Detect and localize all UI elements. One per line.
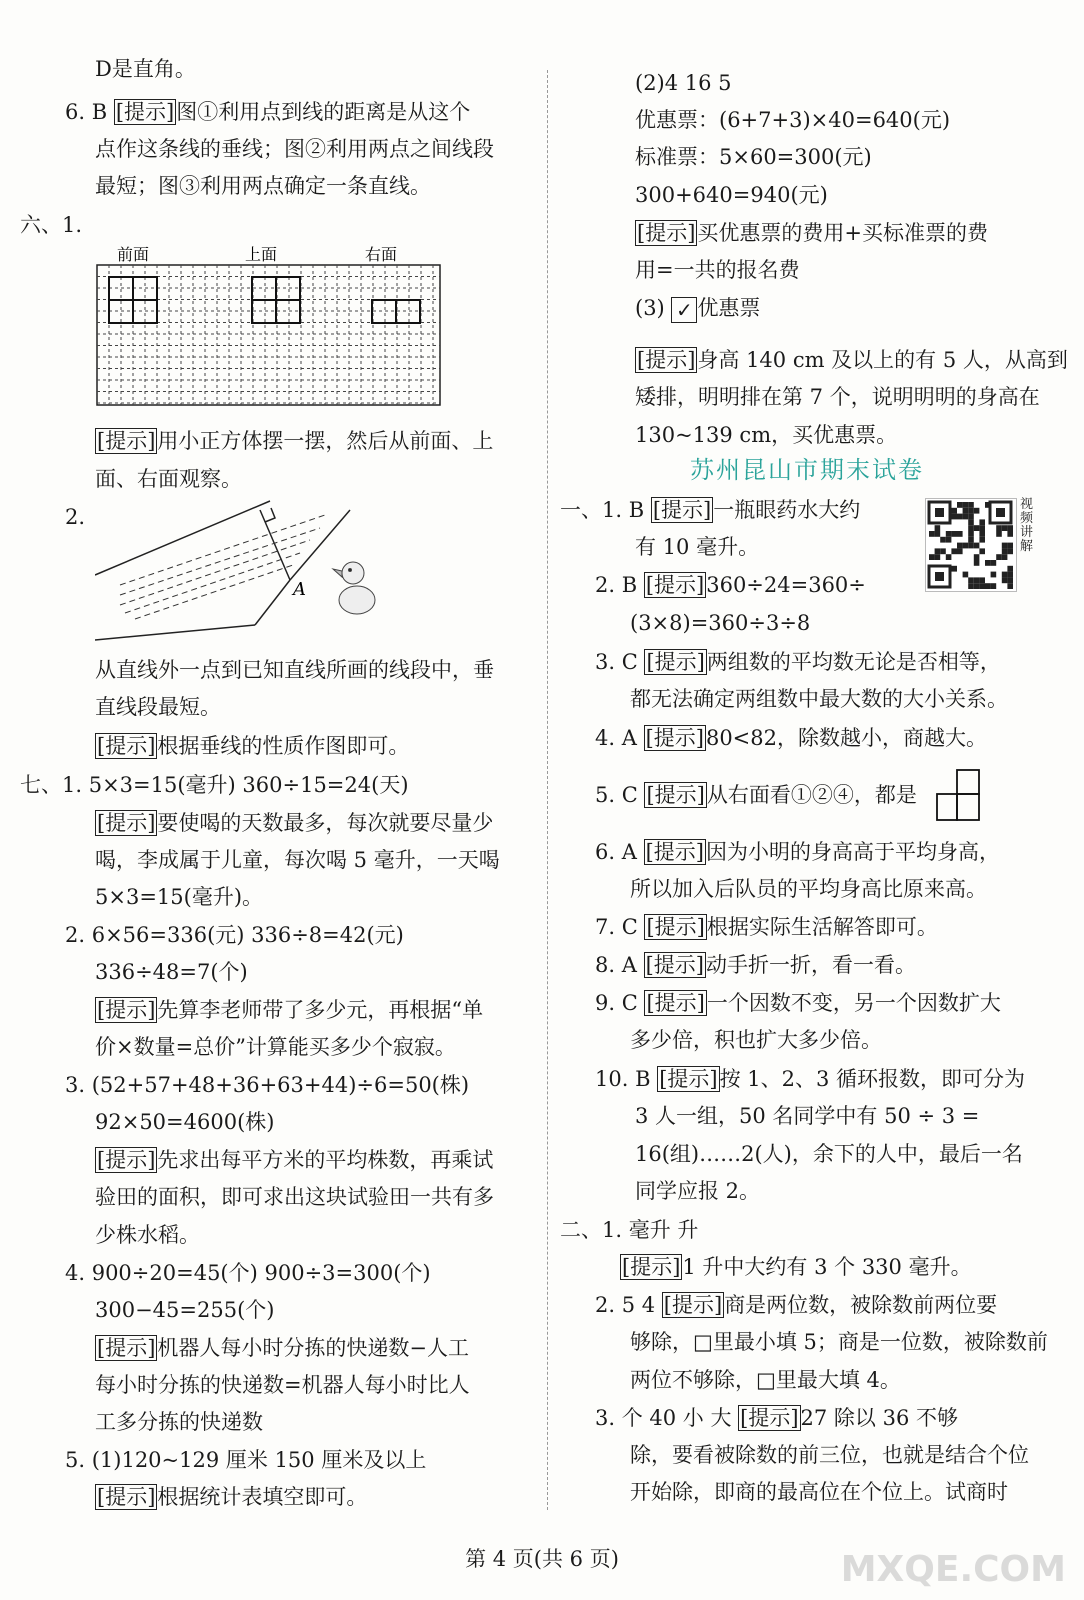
line-text: 一、1. B (560, 498, 651, 522)
line-text: 价×数量=总价”计算能买多少个寂寂。 (95, 1035, 456, 1059)
page-footer: 第 4 页(共 6 页) (465, 1547, 619, 1571)
view-label-top: 上面 (245, 245, 278, 264)
left-text-line (65, 95, 470, 129)
hint-text: 先求出每平方米的平均株数，再乘试 (157, 1148, 494, 1172)
left-text-line (95, 1105, 274, 1139)
hint-text: 80<82，除数越小，商越大。 (705, 726, 987, 750)
line-text: 2. B (595, 573, 644, 597)
hint-tag: [提示] (659, 1067, 718, 1091)
line-text: 除，要看被除数的前三位，也就是结合个位 (630, 1443, 1029, 1467)
hint-text: 因为小明的身高高于平均身高， (705, 840, 1000, 864)
hint-tag: [提示] (645, 726, 704, 750)
right-text-line (630, 872, 987, 906)
hint-tag: [提示] (97, 1485, 156, 1509)
hint-text: 两组数的平均数无论是否相等， (706, 650, 1001, 674)
hint-text: 一个因数不变，另一个因数扩大 (706, 991, 1001, 1015)
hint-tag: [提示] (652, 498, 712, 522)
hint-tag: [提示] (646, 650, 705, 674)
right-text-line (595, 721, 987, 755)
left-text-line (95, 1405, 263, 1439)
line-text: 4. A (595, 726, 644, 750)
right-text-line (635, 253, 800, 287)
right-text-line (595, 948, 916, 982)
right-text-line (635, 380, 1040, 414)
right-text-line (595, 1062, 1025, 1096)
hint-tag: [提示] (622, 1255, 681, 1279)
right-text-line (635, 103, 950, 137)
left-text-line (65, 1068, 469, 1102)
left-text-line (95, 1293, 274, 1327)
right-text-line (620, 1250, 972, 1284)
left-text-line (95, 1218, 200, 1252)
hint-text: 先算李老师带了多少元，再根据“单 (157, 998, 484, 1022)
hint-text: 根据实际生活解答即可。 (706, 915, 938, 939)
right-text-line (630, 682, 1008, 716)
left-text-line (95, 955, 248, 989)
line-text: 6. A (595, 840, 644, 864)
line-text: 矮排，明明排在第 7 个，说明明明的身高在 (635, 385, 1040, 409)
line-text: 10. B (595, 1067, 658, 1091)
right-text-line (635, 1099, 979, 1133)
view-label-right: 右面 (365, 245, 398, 264)
hint-tag: [提示] (740, 1406, 799, 1430)
left-text-line (95, 690, 221, 724)
left-text-line (95, 1368, 470, 1402)
hint-text: 360÷24=360÷ (706, 573, 866, 597)
left-text-line (65, 1443, 426, 1477)
line-text: 标准票：5×60=300(元) (635, 145, 872, 169)
right-text-line (630, 1363, 901, 1397)
line-text: 用=一共的报名费 (635, 258, 800, 282)
line-text: 面、右面观察。 (95, 467, 242, 491)
hint-text: 动手折一折，看一看。 (705, 953, 916, 977)
line-text: 从直线外一点到已知直线所画的线段中，垂 (95, 658, 494, 682)
hint-tag: [提示] (637, 348, 696, 372)
line-text: 直线段最短。 (95, 695, 221, 719)
line-text: 点作这条线的垂线；图②利用两点之间线段 (95, 137, 494, 161)
right-text-line (595, 645, 1001, 679)
hint-text: 1 升中大约有 3 个 330 毫升。 (682, 1255, 972, 1279)
right-text-line (635, 216, 988, 250)
left-text-line (95, 132, 494, 166)
line-text: 300−45=255(个) (95, 1298, 275, 1322)
line-text: 验田的面积，即可求出这块试验田一共有多 (95, 1185, 494, 1209)
hint-text: 图①利用点到线的距离是从这个 (176, 100, 471, 124)
hint-text: 一瓶眼药水大约 (713, 498, 861, 522)
right-text-line (635, 178, 828, 212)
line-text: 5. C (595, 783, 645, 807)
right-text-line (635, 418, 897, 452)
left-text-line (95, 169, 431, 203)
view-label-front: 前面 (117, 245, 150, 264)
hint-tag: [提示] (115, 100, 175, 124)
hint-tag: [提示] (646, 915, 705, 939)
duck-illustration (333, 562, 375, 614)
line-text: 开始除，即商的最高位在个位上。试商时 (630, 1480, 1008, 1504)
line-text: D是直角。 (95, 57, 196, 81)
right-text-line (595, 1401, 958, 1435)
line-text: 有 10 毫升。 (635, 535, 760, 559)
line-text: 二、1. 毫升 升 (560, 1218, 699, 1242)
right-text-line (635, 140, 872, 174)
line-text: 工多分拣的快递数 (95, 1410, 263, 1434)
watermark: MXQE.COM (840, 1549, 1066, 1590)
line-text: 七、1. 5×3=15(毫升) 360÷15=24(天) (20, 773, 409, 797)
right-text-line (560, 493, 860, 527)
hint-text: 从右面看①②④，都是 (706, 783, 917, 807)
left-text-line (95, 52, 196, 86)
left-text-line (95, 806, 493, 840)
hint-tag: [提示] (637, 221, 696, 245)
line-text: 3. (52+57+48+36+63+44)÷6=50(株) (65, 1073, 470, 1097)
line-text: 130~139 cm，买优惠票。 (635, 423, 898, 447)
right-text-line (635, 66, 732, 100)
qr-video-label: 视频讲解 (1020, 497, 1034, 554)
line-text: 多少倍，积也扩大多少倍。 (630, 1028, 882, 1052)
line-text: 2. 5 4 (595, 1293, 662, 1317)
hint-text: 按 1、2、3 循环报数，即可分为 (719, 1067, 1026, 1091)
right-text-line (595, 910, 938, 944)
line-text: 少株水稻。 (95, 1223, 200, 1247)
point-a-label: A (293, 579, 306, 600)
line-text: 5. (1)120~129 厘米 150 厘米及以上 (65, 1448, 427, 1472)
right-text-line (595, 568, 866, 602)
hint-tag: [提示] (97, 1336, 156, 1360)
line-text: (3×8)=360÷3÷8 (630, 611, 811, 635)
line-text: 最短；图③利用两点确定一条直线。 (95, 174, 431, 198)
left-text-line (95, 729, 409, 763)
left-text-line (20, 208, 82, 242)
right-view-shape-figure (935, 768, 1005, 828)
hint-text: 根据统计表填空即可。 (157, 1485, 368, 1509)
check-answer-prefix: (3) (635, 296, 665, 320)
left-text-line (95, 1480, 367, 1514)
right-text-line (630, 1475, 1008, 1509)
right-text-line (630, 1438, 1029, 1472)
left-text-line (65, 918, 404, 952)
line-text: 喝，李成属于儿童，每次喝 5 毫升，一天喝 (95, 848, 500, 872)
hint-tag: [提示] (97, 811, 156, 835)
line-text: 同学应报 2。 (635, 1179, 761, 1203)
hint-tag: [提示] (97, 998, 156, 1022)
right-text-line (595, 835, 1000, 869)
line-text: 3. C (595, 650, 645, 674)
hint-text: 根据垂线的性质作图即可。 (157, 734, 410, 758)
line-text: 4. 900÷20=45(个) 900÷3=300(个) (65, 1261, 431, 1285)
hint-text: 27 除以 36 不够 (800, 1406, 959, 1430)
check-answer (635, 291, 760, 325)
line-text: 3 人一组，50 名同学中有 50 ÷ 3 = (635, 1104, 980, 1128)
line-text: 2. 6×56=336(元) 336÷8=42(元) (65, 923, 404, 947)
line-text: 6. B (65, 100, 114, 124)
perpendicular-line-figure (95, 495, 395, 645)
line-text: 92×50=4600(株) (95, 1110, 275, 1134)
line-text: 7. C (595, 915, 645, 939)
line-text: 每小时分拣的快递数=机器人每小时比人 (95, 1373, 470, 1397)
three-views-grid-figure (95, 240, 445, 415)
line-text: 都无法确定两组数中最大数的大小关系。 (630, 687, 1008, 711)
line-text: 2. (65, 505, 86, 529)
right-text-line (635, 530, 759, 564)
left-text-line (20, 768, 409, 802)
qr-code (925, 498, 1017, 592)
right-text-line (630, 1325, 1048, 1359)
left-text-line (95, 993, 483, 1027)
left-text-line (95, 1143, 493, 1177)
hint-tag: [提示] (645, 953, 704, 977)
line-text: 300+640=940(元) (635, 183, 828, 207)
line-text: 5×3=15(毫升)。 (95, 885, 264, 909)
section-title: 苏州昆山市期末试卷 (690, 456, 924, 484)
hint-tag: [提示] (645, 840, 704, 864)
line-text: 优惠票：(6+7+3)×40=640(元) (635, 108, 951, 132)
hint-tag: [提示] (646, 783, 705, 807)
check-answer-label: 优惠票 (697, 296, 761, 320)
right-text-line (595, 986, 1001, 1020)
hint-text: 机器人每小时分拣的快递数−人工 (157, 1336, 469, 1360)
hint-text: 买优惠票的费用+买标准票的费 (697, 221, 988, 245)
line-text: 9. C (595, 991, 645, 1015)
right-text-line (630, 606, 810, 640)
line-text: 3. 个 40 小 大 (595, 1406, 739, 1430)
hint-tag: [提示] (97, 429, 156, 453)
hint-text: 身高 140 cm 及以上的有 5 人，从高到 (697, 348, 1068, 372)
left-text-line (95, 1331, 469, 1365)
hint-text: 要使喝的天数最多，每次就要尽量少 (157, 811, 494, 835)
line-text: 16(组)……2(人)，余下的人中，最后一名 (635, 1142, 1023, 1166)
right-text-line (630, 1023, 882, 1057)
right-text-line (635, 1174, 760, 1208)
column-divider (547, 70, 548, 1510)
line-text: 336÷48=7(个) (95, 960, 248, 984)
left-text-line (95, 424, 493, 458)
line-text: 8. A (595, 953, 644, 977)
hint-text: 商是两位数，被除数前两位要 (724, 1293, 998, 1317)
line-text: 够除，□里最小填 5；商是一位数，被除数前 (630, 1330, 1048, 1354)
hint-text: 用小正方体摆一摆，然后从前面、上 (157, 429, 494, 453)
right-text-line (635, 1137, 1023, 1171)
hint-tag: [提示] (97, 734, 156, 758)
right-text-line (560, 1213, 698, 1247)
line-text: 六、1. (20, 213, 83, 237)
checkbox-icon: ✓ (671, 297, 697, 323)
hint-tag: [提示] (663, 1293, 723, 1317)
left-text-line (95, 843, 500, 877)
right-text-line (595, 778, 917, 812)
line-text: (2)4 16 5 (635, 71, 732, 95)
left-text-line (95, 880, 263, 914)
left-text-line (95, 1030, 456, 1064)
line-text: 两位不够除，□里最大填 4。 (630, 1368, 901, 1392)
line-text: 所以加入后队员的平均身高比原来高。 (630, 877, 987, 901)
left-text-line (65, 1256, 431, 1290)
left-text-line (95, 653, 494, 687)
left-text-line (65, 500, 85, 534)
hint-tag: [提示] (645, 573, 705, 597)
hint-tag: [提示] (646, 991, 705, 1015)
hint-tag: [提示] (97, 1148, 156, 1172)
right-text-line (595, 1288, 997, 1322)
right-text-line (635, 343, 1068, 377)
left-text-line (95, 1180, 494, 1214)
left-text-line (95, 462, 242, 496)
